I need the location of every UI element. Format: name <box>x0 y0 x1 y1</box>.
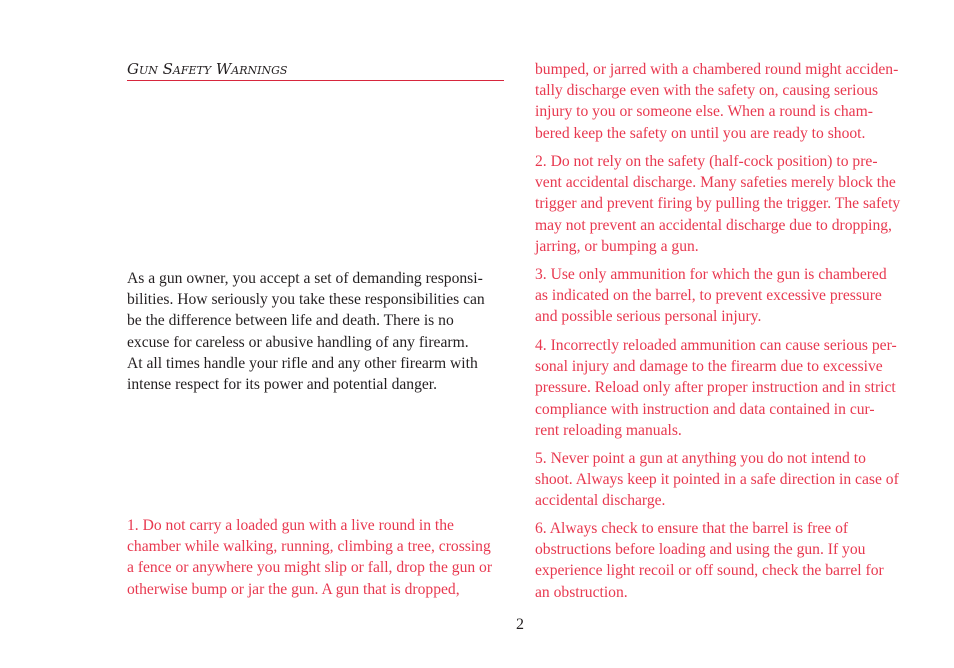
warning-2: 2. Do not rely on the safety (half-cock position) to pre- vent accidental discharge. Many safeties merely block the trigger and prevent firing by pulling the trigger. The safety may not prevent an accidental discharge due to dropping, jarring, or bumping a gun. <box>535 153 901 255</box>
warning-6: 6. Always check to ensure that the barrel is free of obstructions before loading and using the gun. If you experience light recoil or off sound, check the barrel for an obstruction. <box>535 520 884 601</box>
warning-4: 4. Incorrectly reloaded ammunition can cause serious per- sonal injury and damage to the firearm due to excessive pressure. Reload only after proper instruction and in strict compliance with instruction and data contained in cur- rent reloading manuals. <box>535 337 897 439</box>
section-heading: Gun Safety Warnings <box>127 59 504 81</box>
warning-1: 1. Do not carry a loaded gun with a live round in the chamber while walking, running, climbing a tree, crossing a fence or anywhere you might slip or fall, drop the gun or otherwise bump or jar the gun. A gun that is dropped, <box>127 517 493 598</box>
warning-5: 5. Never point a gun at anything you do not intend to shoot. Always keep it pointed in a safe direction in case of accidental discharge. <box>535 450 899 510</box>
intro-paragraph: As a gun owner, you accept a set of demanding responsi- bilities. How seriously you take these responsibilities can be the difference between life and death. There is no excuse for careless or abusive handling of any firearm. At all times handle your rifle and any other firearm with intense respect for its power and potential danger. <box>127 270 485 394</box>
warning-3: 3. Use only ammunition for which the gun is chambered as indicated on the barrel, to prevent excessive pressure and possible serious personal injury. <box>535 266 887 326</box>
warning-1-continued: bumped, or jarred with a chambered round might acciden- tally discharge even with the safety on, causing serious injury to you or someone else. When a round is cham- bered keep the safety on until you are ready to shoot. <box>535 61 899 142</box>
page-number: 2 <box>516 616 524 633</box>
